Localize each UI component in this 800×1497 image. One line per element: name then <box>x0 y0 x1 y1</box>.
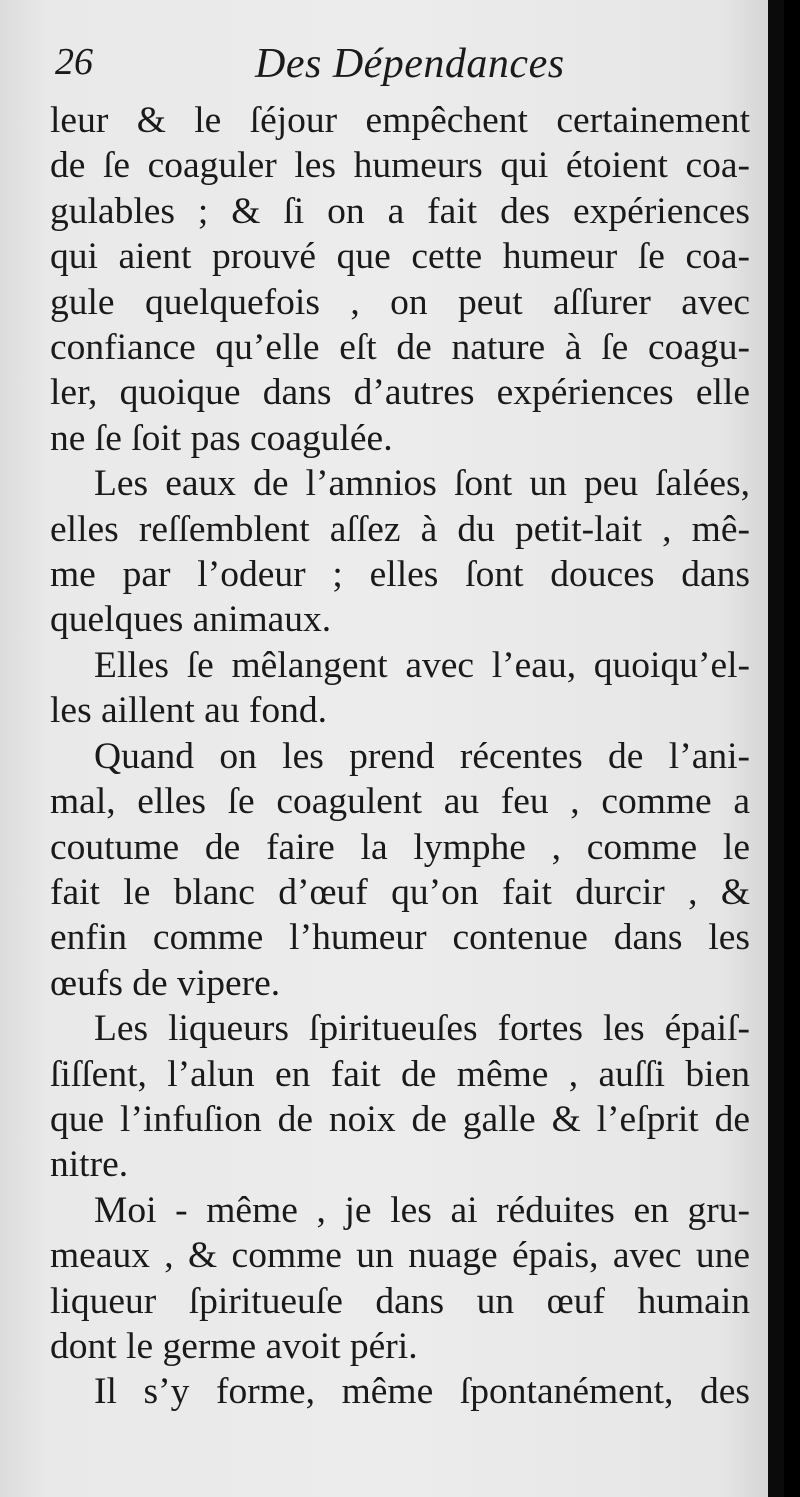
paragraph-1 <box>50 98 750 461</box>
paragraph-7 <box>50 1369 750 1414</box>
paragraph-6 <box>50 1188 750 1370</box>
paragraph-4 <box>50 734 750 1006</box>
text-line: confiance qu’elle eſt de nature à ſe coagu- <box>50 327 750 369</box>
text-line: coutume de faire la lymphe , comme le <box>50 826 750 868</box>
text-line: dont le germe avoit péri. <box>50 1325 418 1367</box>
text-line: nitre. <box>50 1144 129 1186</box>
paragraph-2 <box>50 461 750 643</box>
text-line: gulables ; & ſi on a fait des expériences <box>50 190 750 232</box>
paragraph-3 <box>50 643 750 734</box>
page-edge-shadow <box>768 0 784 1497</box>
text-line: ne ſe ſoit pas coagulée. <box>50 417 393 459</box>
text-line: qui aient prouvé que cette humeur ſe coa- <box>50 236 750 278</box>
text-line: leur & le ſéjour empêchent certainement <box>50 100 750 141</box>
running-head <box>55 40 755 100</box>
text-line: Les eaux de l’amnios ſont un peu ſalées, <box>94 463 750 505</box>
text-line: Il s’y forme, même ſpontanément, des <box>94 1371 750 1413</box>
running-title: Des Dépendances <box>255 41 565 87</box>
paragraph-5 <box>50 1006 750 1188</box>
text-line: gule quelquefois , on peut aſſurer avec <box>50 281 750 323</box>
text-line: Les liqueurs ſpiritueuſes fortes les épaiſ- <box>94 1008 750 1050</box>
text-line: mal, elles ſe coagulent au feu , comme a <box>50 781 750 823</box>
text-line: œufs de vipere. <box>50 962 281 1004</box>
page-number: 26 <box>55 41 93 83</box>
text-line: fait le blanc d’œuf qu’on fait durcir , & <box>50 871 750 913</box>
text-line: enfin comme l’humeur contenue dans les <box>50 917 750 959</box>
body-text <box>50 98 750 1415</box>
text-line: me par l’odeur ; elles ſont douces dans <box>50 554 750 596</box>
text-line: meaux , & comme un nuage épais, avec une <box>50 1235 750 1277</box>
text-line: Moi - même , je les ai réduites en gru- <box>94 1189 750 1231</box>
text-line: que l’infuſion de noix de galle & l’eſprit de <box>50 1098 750 1140</box>
text-line: de ſe coaguler les humeurs qui étoient coa- <box>50 145 750 187</box>
text-line: les aillent au fond. <box>50 690 328 732</box>
text-line: ler, quoique dans d’autres expériences elle <box>50 372 750 414</box>
text-line: Elles ſe mêlangent avec l’eau, quoiqu’el- <box>94 644 750 686</box>
text-line: ſiſſent, l’alun en fait de même , auſſi bien <box>50 1053 750 1095</box>
text-line: elles reſſemblent aſſez à du petit-lait , mê- <box>50 508 750 550</box>
text-line: liqueur ſpiritueuſe dans un œuf humain <box>50 1280 750 1322</box>
text-line: Quand on les prend récentes de l’ani- <box>94 735 750 777</box>
text-line: quelques animaux. <box>50 599 332 641</box>
